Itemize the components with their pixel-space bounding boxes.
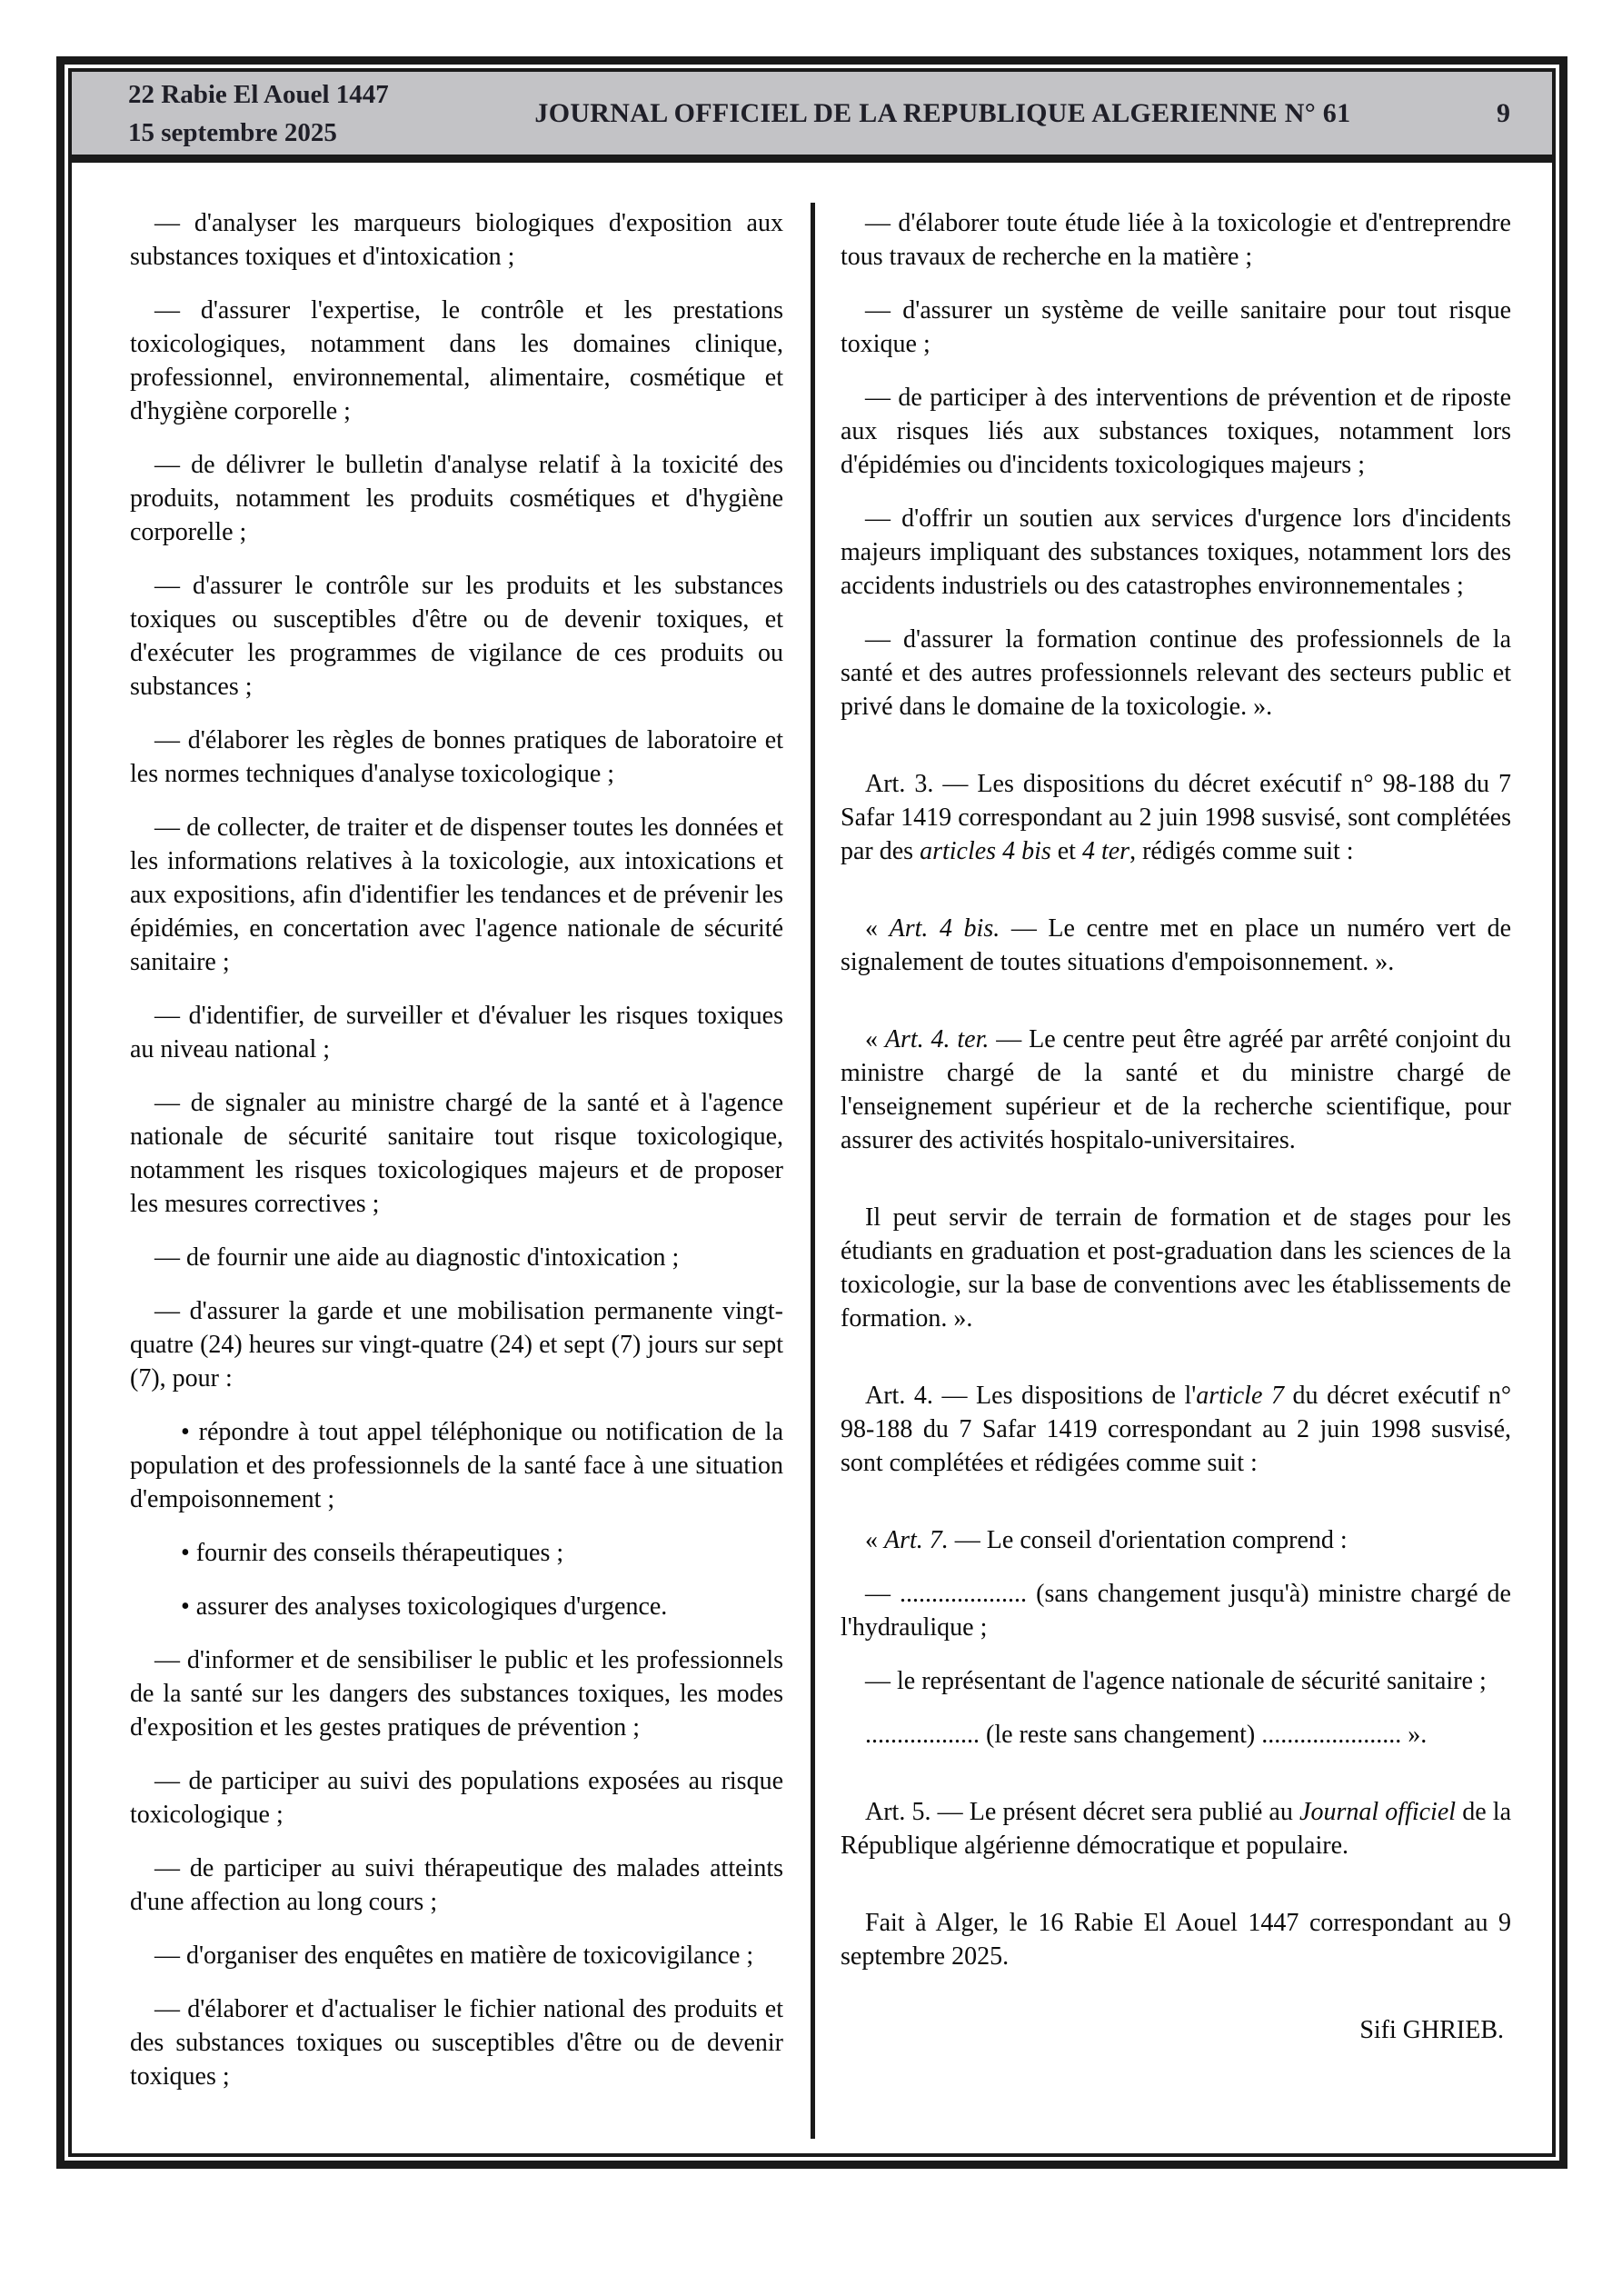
paragraph: — d'assurer la garde et une mobilisation permanente vingt-quatre (24) heures sur vingt-quatre (24) et sept (7) jours sur sept (7), pour : — [130, 1297, 783, 1393]
paragraph: Il peut servir de terrain de formation et de stages pour les étudiants en graduation et post-graduation dans les sciences de la toxicologie, sur la base de conventions avec les établissements de formation. ». — [841, 1203, 1511, 1333]
column-left — [72, 163, 811, 2113]
paragraph: — .................... (sans changement jusqu'à) ministre chargé de l'hydraulique ; — [841, 1580, 1511, 1642]
column-right — [815, 163, 1552, 2067]
paragraph: — d'assurer le contrôle sur les produits et les substances toxiques ou susceptibles d'être ou de devenir toxiques, et d'exécuter les programmes de vigilance de ces produits ou substances ; — [130, 572, 783, 701]
header-date-block — [128, 75, 389, 152]
paragraph: — de fournir une aide au diagnostic d'intoxication ; — [154, 1243, 680, 1272]
paragraph: • assurer des analyses toxicologiques d'urgence. — [181, 1592, 668, 1621]
paragraph: • fournir des conseils thérapeutiques ; — [181, 1539, 564, 1567]
paragraph: — de participer au suivi thérapeutique des malades atteints d'une affection au long cours ; — [130, 1854, 783, 1916]
paragraph: Art. 5. — Le présent décret sera publié au Journal officiel de la République algérienne démocratique et populaire. — [841, 1798, 1511, 1860]
paragraph: — d'élaborer les règles de bonnes pratiques de laboratoire et les normes techniques d'analyse toxicologique ; — [130, 726, 783, 788]
paragraph: « Art. 4 bis. — Le centre met en place un numéro vert de signalement de toutes situations d'empoisonnement. ». — [841, 914, 1511, 976]
paragraph: — de signaler au ministre chargé de la santé et à l'agence nationale de sécurité sanitaire tout risque toxicologique, notamment les risques toxicologiques majeurs et de proposer les mesures correctives ; — [130, 1089, 783, 1218]
page-frame — [56, 56, 1567, 2169]
paragraph: — d'assurer la formation continue des professionnels de la santé et des autres professionnels relevant des secteurs public et privé dans le domaine de la toxicologie. ». — [841, 625, 1511, 721]
paragraph: — d'organiser des enquêtes en matière de toxicovigilance ; — [154, 1942, 754, 1970]
paragraph: — de participer à des interventions de prévention et de riposte aux risques liés aux substances toxiques, notamment lors d'épidémies ou d'incidents toxicologiques majeurs ; — [841, 384, 1511, 479]
paragraph: « Art. 4. ter. — Le centre peut être agréé par arrêté conjoint du ministre chargé de la santé et du ministre chargé de l'enseignement supérieur et de la recherche scientifique, pour assurer des activités hospitalo-universitaires. — [841, 1025, 1512, 1154]
content-area — [72, 163, 1552, 2153]
paragraph: Art. 3. — Les dispositions du décret exécutif n° 98-188 du 7 Safar 1419 correspondant au 2 juin 1998 susvisé, sont complétées par des articles 4 bis et 4 ter, rédigés comme suit : — [841, 770, 1511, 865]
paragraph: — d'assurer l'expertise, le contrôle et les prestations toxicologiques, notamment dans les domaines clinique, professionnel, environnemental, alimentaire, cosmétique et d'hygiène corporelle ; — [130, 296, 783, 425]
paragraph: • répondre à tout appel téléphonique ou notification de la population et des professionnels de la santé face à une situation d'empoisonnement ; — [130, 1418, 783, 1513]
paragraph: — d'offrir un soutien aux services d'urgence lors d'incidents majeurs impliquant des substances toxiques, notamment lors des accidents industriels ou des catastrophes environnementales ; — [841, 504, 1511, 600]
paragraph: Sifi GHRIEB. — [1359, 2016, 1504, 2044]
header-band — [72, 72, 1552, 163]
paragraph: — d'élaborer toute étude liée à la toxicologie et d'entreprendre tous travaux de recherche en la matière ; — [841, 209, 1511, 271]
journal-title: JOURNAL OFFICIEL DE LA REPUBLIQUE ALGERIENNE N° 61 — [534, 97, 1351, 128]
paragraph: — de collecter, de traiter et de dispenser toutes les données et les informations relatives à la toxicologie, aux intoxications et aux expositions, afin d'identifier les tendances et de prévenir les épidémies, en concertation avec l'agence nationale de sécurité sanitaire ; — [130, 814, 783, 976]
paragraph: — d'assurer un système de veille sanitaire pour tout risque toxique ; — [841, 296, 1511, 358]
paragraph: Fait à Alger, le 16 Rabie El Aouel 1447 correspondant au 9 septembre 2025. — [841, 1909, 1511, 1971]
paragraph: — de délivrer le bulletin d'analyse relatif à la toxicité des produits, notamment les produits cosmétiques et d'hygiène corporelle ; — [130, 451, 783, 546]
inner-frame — [68, 68, 1556, 2157]
paragraph: — d'identifier, de surveiller et d'évaluer les risques toxiques au niveau national ; — [130, 1002, 783, 1063]
paragraph: — d'analyser les marqueurs biologiques d'exposition aux substances toxiques et d'intoxication ; — [130, 209, 783, 271]
date-gregorian: 15 septembre 2025 — [128, 117, 337, 147]
paragraph: « Art. 7. — Le conseil d'orientation comprend : — [865, 1526, 1348, 1554]
paragraph: — le représentant de l'agence nationale de sécurité sanitaire ; — [865, 1667, 1487, 1695]
paragraph: .................. (le reste sans changement) ...................... ». — [865, 1721, 1428, 1749]
paragraph: — de participer au suivi des populations exposées au risque toxicologique ; — [130, 1767, 783, 1829]
paragraph: — d'élaborer et d'actualiser le fichier national des produits et des substances toxiques ou susceptibles d'être ou de devenir toxiques ; — [130, 1995, 783, 2091]
paragraph: Art. 4. — Les dispositions de l'article 7 du décret exécutif n° 98-188 du 7 Safar 1419 correspondant au 2 juin 1998 susvisé, sont complétées et rédigées comme suit : — [841, 1382, 1512, 1477]
date-hijri: 22 Rabie El Aouel 1447 — [128, 79, 389, 109]
paragraph: — d'informer et de sensibiliser le public et les professionnels de la santé sur les dangers des substances toxiques, les modes d'exposition et les gestes pratiques de prévention ; — [130, 1646, 783, 1742]
page-number: 9 — [1497, 97, 1510, 128]
